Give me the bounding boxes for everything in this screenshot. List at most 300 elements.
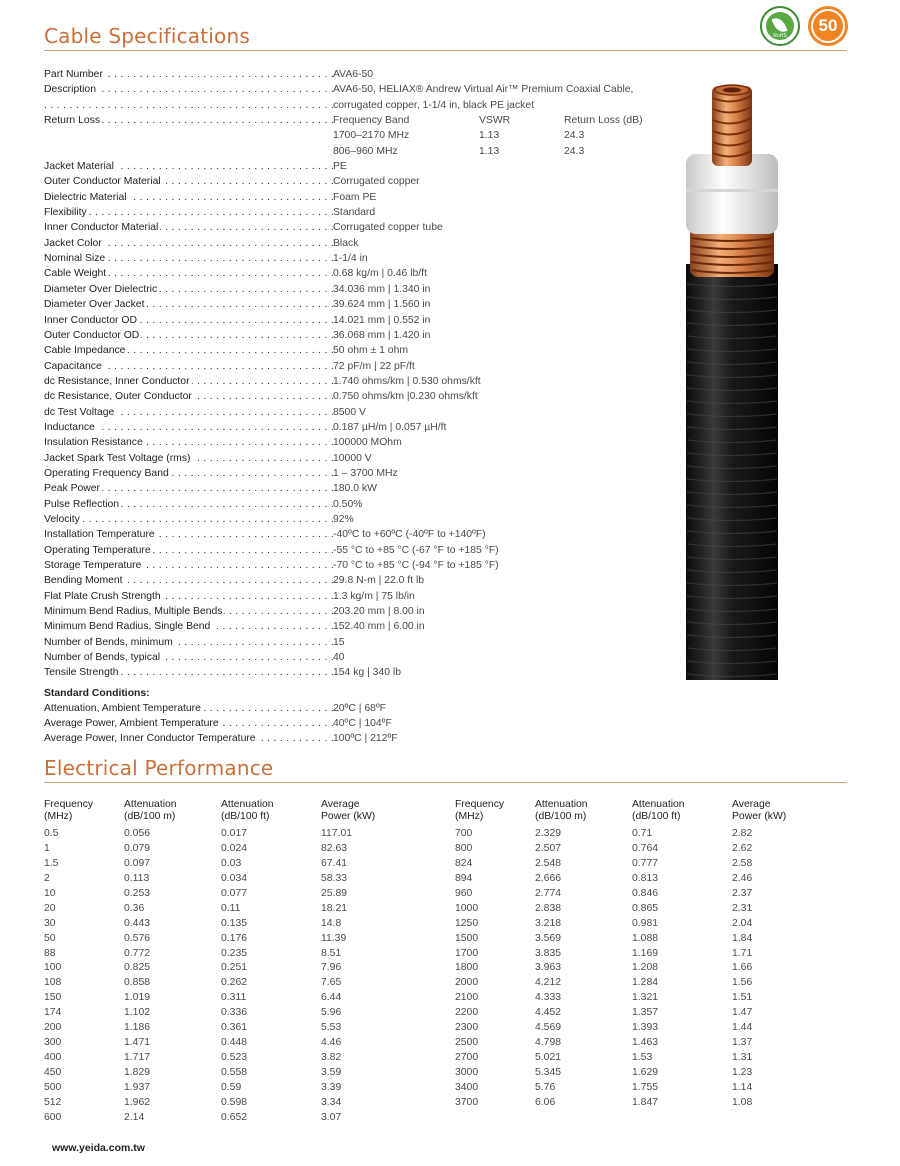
perf-cell: 300 xyxy=(44,1037,62,1049)
perf-cell: 2.82 xyxy=(732,828,753,839)
spec-row xyxy=(44,220,664,235)
return-loss-cell: 1.13 xyxy=(479,130,500,142)
spec-label xyxy=(44,236,333,251)
perf-row xyxy=(455,827,802,842)
perf-row xyxy=(455,1036,802,1051)
spec-label xyxy=(44,190,333,205)
spec-row xyxy=(44,543,664,558)
spec-row xyxy=(44,297,664,312)
perf-cell: 5.76 xyxy=(535,1081,556,1093)
perf-cell: 7.65 xyxy=(321,977,342,989)
perf-cell: 1.44 xyxy=(732,1022,753,1034)
spec-value: 72 pF/m | 22 pF/ft xyxy=(333,360,415,372)
perf-header-cell: Attenuation (dB/100 m) xyxy=(124,799,177,822)
spec-label xyxy=(44,113,333,128)
return-loss-data-row xyxy=(44,144,664,159)
spec-label-text: Jacket Material xyxy=(44,161,114,173)
spec-label-text: Average Power, Ambient Temperature xyxy=(44,718,219,730)
rohs-leaf-icon xyxy=(760,6,800,46)
return-loss-header-cell: Return Loss (dB) xyxy=(564,115,643,127)
perf-cell: 108 xyxy=(44,977,62,989)
spec-value: 154 kg | 340 lb xyxy=(333,667,401,679)
spec-row xyxy=(44,604,664,619)
perf-cell: 1.37 xyxy=(732,1037,753,1049)
return-loss-cell: 1.13 xyxy=(479,145,500,157)
perf-row xyxy=(44,1006,391,1021)
perf-cell: 25.89 xyxy=(321,887,348,899)
spec-value: 34.036 mm | 1.340 in xyxy=(333,283,431,295)
perf-cell: 0.361 xyxy=(221,1022,248,1034)
perf-cell: 3400 xyxy=(455,1081,479,1093)
perf-row xyxy=(44,842,391,857)
spec-row xyxy=(44,359,664,374)
perf-cell: 4.212 xyxy=(535,977,562,989)
perf-cell: 450 xyxy=(44,1067,62,1078)
spec-label xyxy=(44,604,333,619)
spec-label-text: Jacket Color xyxy=(44,237,102,249)
perf-cell: 3.34 xyxy=(321,1096,342,1108)
perf-cell: 0.448 xyxy=(221,1037,248,1049)
spec-row xyxy=(44,159,664,174)
spec-label-text: Cable Impedance xyxy=(44,345,126,357)
perf-row xyxy=(44,872,391,887)
perf-cell: 2700 xyxy=(455,1052,479,1064)
spec-label xyxy=(44,481,333,496)
spec-value: 1-1/4 in xyxy=(333,253,368,265)
cable-specifications-title: Cable Specifications xyxy=(44,24,250,48)
spec-row xyxy=(44,67,664,82)
perf-cell: 1.102 xyxy=(124,1007,151,1019)
perf-cell: 0.764 xyxy=(632,842,659,854)
spec-value: 203.20 mm | 8.00 in xyxy=(333,606,425,618)
perf-cell: 2.329 xyxy=(535,828,562,839)
perf-cell: 0.598 xyxy=(221,1096,248,1108)
perf-cell: 3.963 xyxy=(535,962,562,974)
perf-row xyxy=(44,1051,391,1066)
spec-label xyxy=(44,589,333,604)
spec-label xyxy=(44,389,333,404)
spec-label xyxy=(44,98,333,113)
spec-row xyxy=(44,558,664,573)
fifty-label: 50 xyxy=(818,16,838,35)
perf-cell: 3.39 xyxy=(321,1081,342,1093)
perf-row xyxy=(44,902,391,917)
spec-row xyxy=(44,665,664,680)
footer-url[interactable]: www.yeida.com.tw xyxy=(52,1142,145,1154)
perf-cell: 1.463 xyxy=(632,1037,659,1049)
perf-cell: 2.507 xyxy=(535,842,562,854)
spec-value: 1.3 kg/m | 75 lb/in xyxy=(333,590,415,602)
return-loss-cell: 806–960 MHz xyxy=(333,145,398,157)
spec-label xyxy=(44,573,333,588)
spec-label-text: Bending Moment xyxy=(44,575,123,587)
perf-cell: 20 xyxy=(44,902,56,914)
rohs-label: RoHS xyxy=(773,33,787,39)
spec-label-text: Dielectric Material xyxy=(44,191,127,203)
spec-label-text: Tensile Strength xyxy=(44,667,119,679)
perf-cell: 0.336 xyxy=(221,1007,248,1019)
perf-row xyxy=(455,947,802,962)
perf-cell: 1.14 xyxy=(732,1081,753,1093)
perf-header-row xyxy=(455,799,802,827)
spec-row xyxy=(44,716,664,731)
perf-cell: 0.034 xyxy=(221,872,248,884)
spec-label xyxy=(44,527,333,542)
spec-label xyxy=(44,543,333,558)
perf-cell: 0.772 xyxy=(124,947,151,959)
perf-cell: 3.218 xyxy=(535,917,562,929)
spec-label xyxy=(44,251,333,266)
perf-cell: 58.33 xyxy=(321,872,348,884)
spec-value: AVA6-50 xyxy=(333,69,374,80)
spec-row xyxy=(44,82,664,97)
perf-row xyxy=(455,857,802,872)
spec-row xyxy=(44,451,664,466)
spec-value: Foam PE xyxy=(333,191,377,203)
spec-label-text: Average Power, Inner Conductor Temperature xyxy=(44,733,256,745)
spec-label xyxy=(44,343,333,358)
perf-row xyxy=(455,976,802,991)
perf-cell: 0.813 xyxy=(632,872,659,884)
spec-label xyxy=(44,374,333,389)
spec-row xyxy=(44,374,664,389)
perf-cell: 1.51 xyxy=(732,992,753,1004)
perf-cell: 3.835 xyxy=(535,947,562,959)
spec-label-text: Outer Conductor OD xyxy=(44,329,140,341)
return-loss-cell: 24.3 xyxy=(564,145,585,157)
perf-cell: 4.569 xyxy=(535,1022,562,1034)
spec-value: 180.0 kW xyxy=(333,483,377,495)
spec-label-text: Peak Power xyxy=(44,483,101,495)
perf-cell: 0.59 xyxy=(221,1081,242,1093)
spec-label-text: Number of Bends, minimum xyxy=(44,636,173,648)
perf-cell: 2.838 xyxy=(535,902,562,914)
perf-row xyxy=(44,976,391,991)
perf-row xyxy=(44,1081,391,1096)
spec-label-text: Inner Conductor Material xyxy=(44,222,159,234)
spec-row xyxy=(44,174,664,189)
spec-value: 0.750 ohms/km |0.230 ohms/kft xyxy=(333,391,478,403)
return-loss-cell: 1700–2170 MHz xyxy=(333,130,410,142)
fifty-years-icon xyxy=(808,6,848,46)
perf-cell: 1.84 xyxy=(732,932,753,944)
spec-row xyxy=(44,98,664,113)
spec-value: AVA6-50, HELIAX® Andrew Virtual Air™ Premium Coaxial Cable, xyxy=(333,84,634,96)
spec-row xyxy=(44,573,664,588)
perf-cell: 2.14 xyxy=(124,1111,145,1123)
spec-label-text: dc Resistance, Outer Conductor xyxy=(44,391,192,403)
perf-cell: 960 xyxy=(455,887,473,899)
perf-cell: 5.345 xyxy=(535,1067,562,1078)
perf-cell: 1.23 xyxy=(732,1067,753,1078)
perf-cell: 100 xyxy=(44,962,62,974)
perf-cell: 3.82 xyxy=(321,1052,342,1064)
electrical-performance-title: Electrical Performance xyxy=(44,756,274,780)
spec-row xyxy=(44,251,664,266)
perf-header-cell: Frequency (MHz) xyxy=(44,799,94,822)
perf-cell: 1.169 xyxy=(632,947,659,959)
return-loss-row xyxy=(44,113,664,128)
perf-cell: 4.46 xyxy=(321,1037,342,1049)
perf-cell: 50 xyxy=(44,932,56,944)
perf-cell: 0.825 xyxy=(124,962,151,974)
spec-label-text: Operating Temperature xyxy=(44,544,151,556)
perf-cell: 6.44 xyxy=(321,992,342,1004)
perf-cell: 1.019 xyxy=(124,992,151,1004)
spec-label-text: Return Loss xyxy=(44,115,101,127)
return-loss-cell: 24.3 xyxy=(564,130,585,142)
perf-cell: 1.08 xyxy=(732,1096,753,1108)
spec-value: -70 °C to +85 °C (-94 °F to +185 °F) xyxy=(333,560,499,571)
perf-cell: 400 xyxy=(44,1052,62,1064)
perf-cell: 4.333 xyxy=(535,992,562,1004)
perf-cell: 0.03 xyxy=(221,857,242,869)
spec-label xyxy=(44,665,333,680)
perf-cell: 1.088 xyxy=(632,932,659,944)
perf-cell: 0.253 xyxy=(124,887,151,899)
spec-row xyxy=(44,405,664,420)
spec-label-text: Jacket Spark Test Voltage (rms) xyxy=(44,452,191,464)
perf-row xyxy=(455,1096,802,1111)
perf-row xyxy=(455,842,802,857)
perf-cell: 0.443 xyxy=(124,917,151,929)
spec-value: 0.68 kg/m | 0.46 lb/ft xyxy=(333,268,427,280)
perf-cell: 0.846 xyxy=(632,887,659,899)
spec-label xyxy=(44,82,333,97)
spec-label xyxy=(44,512,333,527)
perf-cell: 1.829 xyxy=(124,1067,151,1078)
spec-spacer xyxy=(44,128,333,143)
perf-cell: 0.251 xyxy=(221,962,248,974)
perf-cell: 88 xyxy=(44,947,56,959)
perf-cell: 1500 xyxy=(455,932,479,944)
spec-value: 15 xyxy=(333,636,345,648)
perf-cell: 894 xyxy=(455,872,473,884)
spec-label-text: Cable Weight xyxy=(44,268,107,280)
spec-value: 50 ohm ± 1 ohm xyxy=(333,345,409,357)
perf-cell: 2.31 xyxy=(732,902,753,914)
spec-spacer xyxy=(44,144,333,159)
spec-value: 36.068 mm | 1.420 in xyxy=(333,329,431,341)
perf-header-cell: Average Power (kW) xyxy=(321,799,376,822)
perf-table-right xyxy=(455,799,802,1111)
perf-row xyxy=(44,947,391,962)
perf-cell: 1.755 xyxy=(632,1081,659,1093)
return-loss-header xyxy=(333,113,664,128)
spec-label-text: Minimum Bend Radius, Single Bend xyxy=(44,621,211,633)
perf-cell: 1.357 xyxy=(632,1007,659,1019)
perf-cell: 2500 xyxy=(455,1037,479,1049)
spec-label xyxy=(44,466,333,481)
spec-label-text: Number of Bends, typical xyxy=(44,652,161,664)
spec-label xyxy=(44,635,333,650)
perf-cell: 1.962 xyxy=(124,1096,151,1108)
spec-row xyxy=(44,420,664,435)
spec-value: 100ºC | 212ºF xyxy=(333,733,398,745)
perf-cell: 3000 xyxy=(455,1067,479,1078)
perf-cell: 0.176 xyxy=(221,932,248,944)
perf-cell: 150 xyxy=(44,992,62,1004)
perf-cell: 82.63 xyxy=(321,842,348,854)
perf-cell: 2.774 xyxy=(535,887,562,899)
perf-cell: 1.284 xyxy=(632,977,659,989)
spec-value: 0.50% xyxy=(333,498,363,510)
perf-row xyxy=(455,991,802,1006)
perf-row xyxy=(44,991,391,1006)
perf-cell: 2200 xyxy=(455,1007,479,1019)
spec-label-text: Installation Temperature xyxy=(44,529,155,541)
perf-cell: 1.393 xyxy=(632,1022,659,1034)
spec-label xyxy=(44,359,333,374)
spec-value: Corrugated copper tube xyxy=(333,222,443,234)
perf-cell: 0.5 xyxy=(44,828,59,839)
perf-cell: 0.858 xyxy=(124,977,151,989)
spec-label xyxy=(44,435,333,450)
perf-cell: 0.097 xyxy=(124,857,151,869)
perf-row xyxy=(44,1111,391,1126)
perf-cell: 4.452 xyxy=(535,1007,562,1019)
perf-header-cell: Frequency (MHz) xyxy=(455,799,505,822)
spec-label xyxy=(44,174,333,189)
spec-value: 20ºC | 68ºF xyxy=(333,702,387,714)
spec-label-text: Part Number xyxy=(44,69,103,80)
perf-cell: 2.548 xyxy=(535,857,562,869)
perf-cell: 1.5 xyxy=(44,857,59,869)
spec-label-text: Attenuation, Ambient Temperature xyxy=(44,702,201,714)
spec-label-text: Pulse Reflection xyxy=(44,498,120,510)
spec-label xyxy=(44,313,333,328)
perf-cell: 1.31 xyxy=(732,1052,753,1064)
perf-cell: 14.8 xyxy=(321,917,342,929)
perf-row xyxy=(455,902,802,917)
electrical-rule xyxy=(44,782,847,783)
perf-cell: 5.021 xyxy=(535,1052,562,1064)
perf-cell: 1.47 xyxy=(732,1007,753,1019)
spec-row xyxy=(44,343,664,358)
perf-cell: 1 xyxy=(44,842,50,854)
spec-label xyxy=(44,420,333,435)
spec-value: Black xyxy=(333,237,359,249)
spec-value: 92% xyxy=(333,513,354,525)
spec-row xyxy=(44,313,664,328)
spec-label-text: Operating Frequency Band xyxy=(44,467,169,479)
spec-label-text: Capacitance xyxy=(44,360,102,372)
spec-row xyxy=(44,731,664,746)
spec-value: -55 °C to +85 °C (-67 °F to +185 °F) xyxy=(333,544,499,556)
standard-conditions-heading: Standard Conditions: xyxy=(44,687,150,699)
spec-label xyxy=(44,328,333,343)
perf-cell: 2300 xyxy=(455,1022,479,1034)
spec-label xyxy=(44,205,333,220)
certification-badges xyxy=(760,6,848,46)
spec-label xyxy=(44,731,333,746)
perf-cell: 3.569 xyxy=(535,932,562,944)
perf-cell: 1800 xyxy=(455,962,479,974)
spec-label-text: Description xyxy=(44,84,96,96)
perf-row xyxy=(44,1096,391,1111)
spec-label xyxy=(44,405,333,420)
perf-row xyxy=(44,887,391,902)
spec-value: 10000 V xyxy=(333,452,372,464)
perf-cell: 18.21 xyxy=(321,902,348,914)
spec-row xyxy=(44,328,664,343)
perf-cell: 3.59 xyxy=(321,1067,342,1078)
perf-cell: 0.36 xyxy=(124,902,145,914)
spec-value: 14.021 mm | 0.552 in xyxy=(333,314,431,326)
perf-cell: 0.311 xyxy=(221,992,247,1004)
spec-label-text: dc Test Voltage xyxy=(44,406,115,418)
perf-cell: 1.71 xyxy=(732,947,753,959)
spec-label-text: Insulation Resistance xyxy=(44,437,143,449)
perf-cell: 0.262 xyxy=(221,977,248,989)
perf-header-cell: Average Power (kW) xyxy=(732,799,787,822)
perf-header-cell: Attenuation (dB/100 ft) xyxy=(221,799,274,822)
perf-cell: 1.717 xyxy=(124,1052,151,1064)
spec-label xyxy=(44,701,333,716)
perf-cell: 0.113 xyxy=(124,872,150,884)
perf-cell: 2000 xyxy=(455,977,479,989)
perf-cell: 2100 xyxy=(455,992,479,1004)
perf-row xyxy=(455,887,802,902)
perf-cell: 0.865 xyxy=(632,902,659,914)
perf-cell: 0.056 xyxy=(124,828,151,839)
perf-cell: 1.53 xyxy=(632,1052,653,1064)
perf-cell: 1.208 xyxy=(632,962,659,974)
perf-row xyxy=(44,961,391,976)
spec-value: 0.187 µH/m | 0.057 µH/ft xyxy=(333,421,447,433)
spec-label-text: dc Resistance, Inner Conductor xyxy=(44,375,190,387)
spec-row xyxy=(44,266,664,281)
perf-cell: 1.186 xyxy=(124,1022,151,1034)
spec-label xyxy=(44,282,333,297)
return-loss-values xyxy=(333,144,664,159)
spec-value: 39.624 mm | 1.560 in xyxy=(333,299,431,311)
perf-cell: 117.01 xyxy=(321,828,353,839)
spec-label xyxy=(44,266,333,281)
return-loss-data-row xyxy=(44,128,664,143)
perf-cell: 200 xyxy=(44,1022,62,1034)
perf-cell: 2.62 xyxy=(732,842,753,854)
return-loss-header-cell: Frequency Band xyxy=(333,115,410,127)
perf-cell: 67.41 xyxy=(321,857,348,869)
perf-cell: 0.024 xyxy=(221,842,248,854)
perf-cell: 1250 xyxy=(455,917,479,929)
perf-cell: 3.07 xyxy=(321,1111,342,1123)
spec-label xyxy=(44,159,333,174)
perf-cell: 1.471 xyxy=(124,1037,151,1049)
perf-row xyxy=(44,857,391,872)
perf-cell: 2.46 xyxy=(732,872,753,884)
spec-label xyxy=(44,220,333,235)
spec-label-text: Storage Temperature xyxy=(44,560,142,571)
spec-row xyxy=(44,435,664,450)
perf-row xyxy=(455,1021,802,1036)
perf-row xyxy=(455,961,802,976)
spec-label xyxy=(44,67,333,82)
perf-cell: 0.017 xyxy=(221,828,248,839)
perf-cell: 3700 xyxy=(455,1096,479,1108)
perf-cell: 2.666 xyxy=(535,872,562,884)
perf-cell: 4.798 xyxy=(535,1037,562,1049)
perf-cell: 0.079 xyxy=(124,842,151,854)
spec-row xyxy=(44,701,664,716)
perf-row xyxy=(44,1036,391,1051)
spec-row xyxy=(44,527,664,542)
spec-value: Corrugated copper xyxy=(333,176,420,188)
perf-cell: 0.11 xyxy=(221,902,241,914)
title-rule xyxy=(44,50,847,51)
spec-label-text: Velocity xyxy=(44,513,80,525)
